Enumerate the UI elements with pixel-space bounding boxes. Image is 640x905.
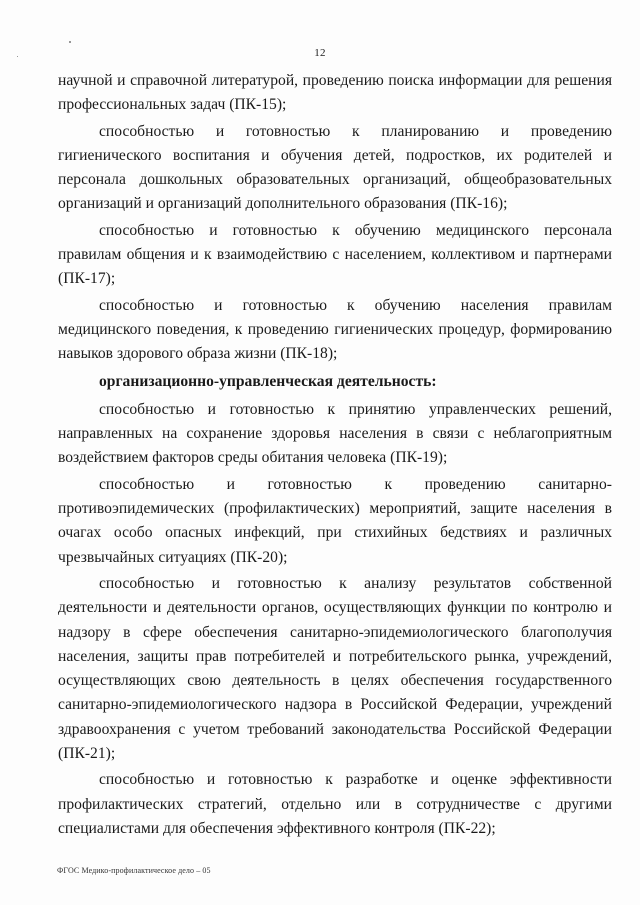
paragraph: способностью и готовностью к принятию управленческих решений, направленных на сохранение здоровья населения в связи с неблагоприятным воздействием факторов среды обитания человека (ПК-19);	[58, 400, 612, 467]
document-body	[58, 69, 612, 843]
paragraph: способностью и готовностью к анализу результатов собственной деятельности и деятельности органов, осуществляющих функции по контролю и надзору в сфере обеспечения санитарно-эпидемиологического благополучия населения, защиты прав потребителей и потребительского рынка, учреждений, осуществляющих свою деятельность в целях обеспечения государственного санитарно-эпидемиологического надзора в Российской Федерации, учреждений здравоохранения с учетом требований законодательства Российской Федерации (ПК-21);	[58, 574, 612, 763]
paragraph: способностью и готовностью к обучению медицинского персонала правилам общения и к взаимодействию с населением, коллективом и партнерами (ПК-17);	[58, 221, 612, 288]
section-heading: организационно-управленческая деятельность:	[99, 372, 437, 390]
paragraph: способностью и готовностью к обучению населения правилам медицинского поведения, к проведению гигиенических процедур, формированию навыков здорового образа жизни (ПК-18);	[58, 296, 612, 363]
page-footer: ФГОС Медико-профилактическое дело – 05	[57, 866, 211, 875]
paragraph-continuation: научной и справочной литературой, проведению поиска информации для решения профессиональных задач (ПК-15);	[58, 72, 612, 114]
scan-speck	[69, 41, 71, 43]
page-number: 12	[314, 47, 326, 59]
paragraph: способностью и готовностью к проведению санитарно-противоэпидемических (профилактических) мероприятий, защите населения в очагах особо опасных инфекций, при стихийных бедствиях и различных чрезвычайных ситуациях (ПК-20);	[58, 475, 612, 566]
paragraph: способностью и готовностью к разработке и оценке эффективности профилактических стратегий, отдельно или в сотрудничестве с другими специалистами для обеспечения эффективного контроля (ПК-22);	[58, 771, 612, 837]
paragraph: способностью и готовностью к планированию и проведению гигиенического воспитания и обучения детей, подростков, их родителей и персонала дошкольных образовательных организаций, общеобразовательных организаций и организаций дополнительного образования (ПК-16);	[58, 122, 612, 213]
